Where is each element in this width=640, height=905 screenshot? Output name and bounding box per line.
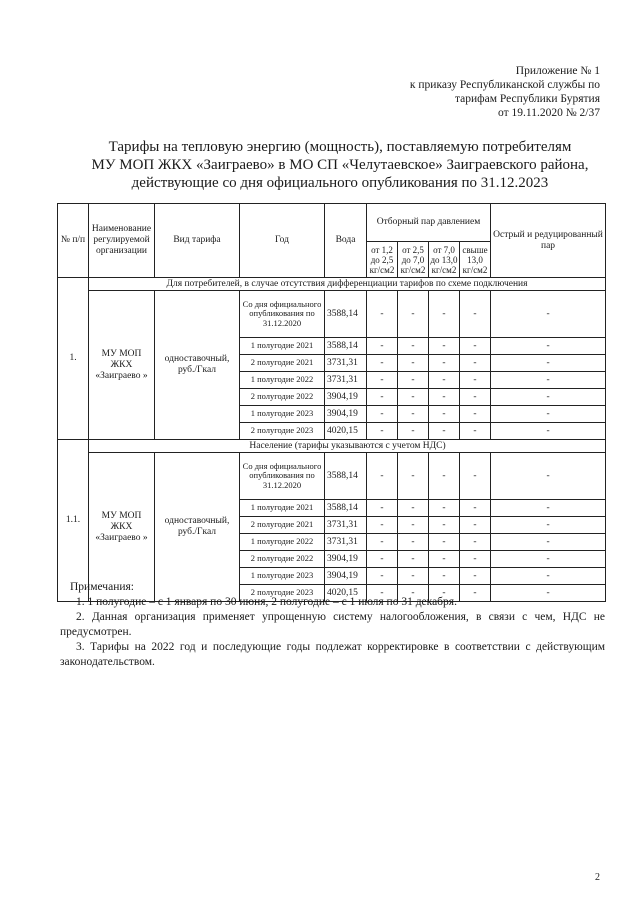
sharp-steam-value: - bbox=[491, 551, 606, 568]
steam-4-value: - bbox=[460, 517, 491, 534]
steam-1-value: - bbox=[367, 355, 398, 372]
annex-block bbox=[410, 64, 600, 120]
period-cell: 2 полугодие 2022 bbox=[240, 551, 325, 568]
water-price: 4020,15 bbox=[325, 585, 367, 602]
sharp-steam-value: - bbox=[491, 500, 606, 517]
notes-heading: Примечания: bbox=[70, 581, 134, 593]
sharp-steam-value: - bbox=[491, 355, 606, 372]
tariff-table bbox=[57, 203, 606, 602]
steam-2-value: - bbox=[398, 338, 429, 355]
steam-1-value: - bbox=[367, 406, 398, 423]
sharp-steam-value: - bbox=[491, 568, 606, 585]
annex-line: к приказу Республиканской службы по bbox=[409, 79, 600, 91]
section-population bbox=[58, 440, 606, 602]
steam-3-value: - bbox=[429, 389, 460, 406]
water-price: 3731,31 bbox=[325, 355, 367, 372]
note-item: 3. Тарифы на 2022 год и последующие годы подлежат корректировке в соответствии с действующим законодательством. bbox=[60, 641, 605, 668]
steam-3-value: - bbox=[429, 500, 460, 517]
steam-2-value: - bbox=[398, 585, 429, 602]
water-price: 3904,19 bbox=[325, 406, 367, 423]
sharp-steam-value: - bbox=[491, 423, 606, 440]
steam-2-value: - bbox=[398, 423, 429, 440]
header-kind: Вид тарифа bbox=[155, 204, 240, 278]
period-cell: 1 полугодие 2022 bbox=[240, 534, 325, 551]
period-cell: Со дня официального опубликования по 31.12.2020 bbox=[240, 453, 325, 500]
steam-4-value: - bbox=[460, 453, 491, 500]
header-steam-4: свыше 13,0 кг/см2 bbox=[460, 242, 491, 278]
steam-4-value: - bbox=[460, 568, 491, 585]
org-name: МУ МОП ЖКХ «Заиграево » bbox=[89, 453, 155, 602]
steam-2-value: - bbox=[398, 568, 429, 585]
steam-1-value: - bbox=[367, 500, 398, 517]
steam-4-value: - bbox=[460, 406, 491, 423]
steam-4-value: - bbox=[460, 534, 491, 551]
steam-3-value: - bbox=[429, 291, 460, 338]
period-cell: 2 полугодие 2023 bbox=[240, 423, 325, 440]
sharp-steam-value: - bbox=[491, 585, 606, 602]
steam-1-value: - bbox=[367, 568, 398, 585]
org-name: МУ МОП ЖКХ «Заиграево » bbox=[89, 291, 155, 440]
steam-2-value: - bbox=[398, 500, 429, 517]
steam-1-value: - bbox=[367, 338, 398, 355]
row-num: 1.1. bbox=[58, 440, 89, 602]
water-price: 3588,14 bbox=[325, 338, 367, 355]
steam-4-value: - bbox=[460, 500, 491, 517]
steam-3-value: - bbox=[429, 372, 460, 389]
note-item: 2. Данная организация применяет упрощенную систему налогообложения, в связи с чем, НДС не предусмотрен. bbox=[60, 611, 605, 638]
annex-line: Приложение № 1 bbox=[515, 65, 600, 77]
period-cell: 1 полугодие 2023 bbox=[240, 568, 325, 585]
section-heading: Для потребителей, в случае отсутствия дифференциации тарифов по схеме подключения bbox=[89, 278, 606, 291]
sharp-steam-value: - bbox=[491, 517, 606, 534]
row-num: 1. bbox=[58, 278, 89, 440]
header-num: № п/п bbox=[58, 204, 89, 278]
note-item: 1. 1 полугодие – с 1 января по 30 июня, 2 полугодие – с 1 июля по 31 декабря. bbox=[76, 596, 457, 608]
sharp-steam-value: - bbox=[491, 406, 606, 423]
sharp-steam-value: - bbox=[491, 338, 606, 355]
period-cell: 1 полугодие 2021 bbox=[240, 338, 325, 355]
steam-4-value: - bbox=[460, 389, 491, 406]
steam-3-value: - bbox=[429, 585, 460, 602]
water-price: 4020,15 bbox=[325, 423, 367, 440]
steam-1-value: - bbox=[367, 517, 398, 534]
steam-2-value: - bbox=[398, 355, 429, 372]
tariff-kind: одноставочный, руб./Гкал bbox=[155, 453, 240, 602]
title-line: действующие со дня официального опубликования по 31.12.2023 bbox=[131, 175, 549, 191]
steam-4-value: - bbox=[460, 355, 491, 372]
steam-3-value: - bbox=[429, 406, 460, 423]
notes-block bbox=[60, 580, 605, 670]
steam-2-value: - bbox=[398, 406, 429, 423]
section-general bbox=[58, 278, 606, 440]
steam-1-value: - bbox=[367, 372, 398, 389]
water-price: 3904,19 bbox=[325, 389, 367, 406]
steam-2-value: - bbox=[398, 517, 429, 534]
water-price: 3731,31 bbox=[325, 517, 367, 534]
water-price: 3588,14 bbox=[325, 291, 367, 338]
water-price: 3588,14 bbox=[325, 453, 367, 500]
document-title bbox=[60, 138, 620, 192]
period-cell: 2 полугодие 2023 bbox=[240, 585, 325, 602]
steam-3-value: - bbox=[429, 355, 460, 372]
steam-2-value: - bbox=[398, 453, 429, 500]
sharp-steam-value: - bbox=[491, 291, 606, 338]
steam-3-value: - bbox=[429, 423, 460, 440]
steam-4-value: - bbox=[460, 551, 491, 568]
period-cell: 2 полугодие 2021 bbox=[240, 355, 325, 372]
water-price: 3588,14 bbox=[325, 500, 367, 517]
steam-2-value: - bbox=[398, 389, 429, 406]
steam-3-value: - bbox=[429, 453, 460, 500]
sharp-steam-value: - bbox=[491, 534, 606, 551]
period-cell: 2 полугодие 2022 bbox=[240, 389, 325, 406]
steam-4-value: - bbox=[460, 423, 491, 440]
steam-3-value: - bbox=[429, 338, 460, 355]
steam-2-value: - bbox=[398, 372, 429, 389]
header-steam-1: от 1,2 до 2,5 кг/см2 bbox=[367, 242, 398, 278]
steam-1-value: - bbox=[367, 534, 398, 551]
steam-1-value: - bbox=[367, 423, 398, 440]
steam-1-value: - bbox=[367, 453, 398, 500]
page-number: 2 bbox=[595, 872, 600, 883]
sharp-steam-value: - bbox=[491, 389, 606, 406]
sharp-steam-value: - bbox=[491, 453, 606, 500]
title-line: Тарифы на тепловую энергию (мощность), поставляемую потребителям bbox=[108, 139, 572, 155]
period-cell: 1 полугодие 2022 bbox=[240, 372, 325, 389]
water-price: 3904,19 bbox=[325, 568, 367, 585]
steam-2-value: - bbox=[398, 551, 429, 568]
title-line: МУ МОП ЖКХ «Заиграево» в МО СП «Челутаевское» Заиграевского района, bbox=[91, 157, 589, 173]
header-water: Вода bbox=[325, 204, 367, 278]
period-cell: Со дня официального опубликования по 31.12.2020 bbox=[240, 291, 325, 338]
water-price: 3731,31 bbox=[325, 372, 367, 389]
period-cell: 1 полугодие 2023 bbox=[240, 406, 325, 423]
table-row bbox=[58, 453, 606, 500]
period-cell: 2 полугодие 2021 bbox=[240, 517, 325, 534]
annex-line: тарифам Республики Бурятия bbox=[454, 93, 600, 105]
sharp-steam-value: - bbox=[491, 372, 606, 389]
steam-4-value: - bbox=[460, 338, 491, 355]
header-org: Наименование регулируемой организации bbox=[89, 204, 155, 278]
steam-4-value: - bbox=[460, 291, 491, 338]
header-steam-2: от 2,5 до 7,0 кг/см2 bbox=[398, 242, 429, 278]
water-price: 3731,31 bbox=[325, 534, 367, 551]
annex-line: от 19.11.2020 № 2/37 bbox=[498, 107, 600, 119]
steam-1-value: - bbox=[367, 291, 398, 338]
steam-3-value: - bbox=[429, 517, 460, 534]
header-sharp-steam: Острый и редуцированный пар bbox=[491, 204, 606, 278]
header-year: Год bbox=[240, 204, 325, 278]
steam-2-value: - bbox=[398, 291, 429, 338]
tariff-kind: одноставочный, руб./Гкал bbox=[155, 291, 240, 440]
steam-1-value: - bbox=[367, 389, 398, 406]
table-row bbox=[58, 291, 606, 338]
steam-1-value: - bbox=[367, 585, 398, 602]
steam-1-value: - bbox=[367, 551, 398, 568]
steam-3-value: - bbox=[429, 568, 460, 585]
steam-4-value: - bbox=[460, 585, 491, 602]
header-steam-group: Отборный пар давлением bbox=[367, 204, 491, 242]
steam-2-value: - bbox=[398, 534, 429, 551]
steam-4-value: - bbox=[460, 372, 491, 389]
steam-3-value: - bbox=[429, 534, 460, 551]
section-heading: Население (тарифы указываются с учетом НДС) bbox=[89, 440, 606, 453]
steam-3-value: - bbox=[429, 551, 460, 568]
header-steam-3: от 7,0 до 13,0 кг/см2 bbox=[429, 242, 460, 278]
period-cell: 1 полугодие 2021 bbox=[240, 500, 325, 517]
water-price: 3904,19 bbox=[325, 551, 367, 568]
